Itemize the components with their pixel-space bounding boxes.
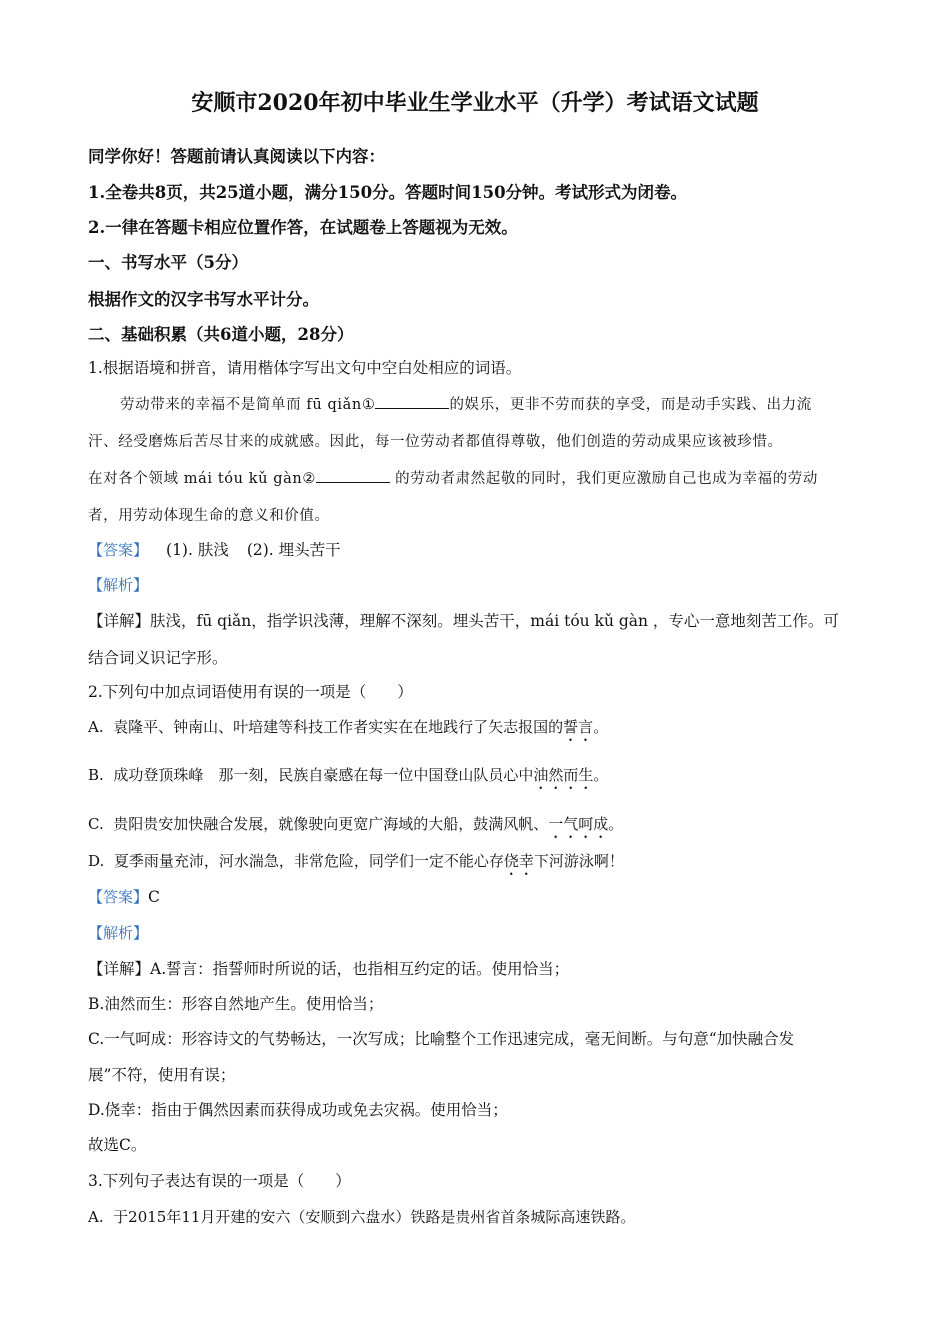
- dotted-term: 誓言: [563, 718, 594, 736]
- q1-detail-line-1: [88, 609, 839, 631]
- q1-blank-1: [375, 394, 449, 409]
- q1-passage-text: 劳动带来的幸福不是简单而 fū qiǎn①: [120, 397, 376, 413]
- notice-greeting: 同学你好！答题前请认真阅读以下内容：: [88, 147, 385, 166]
- option-letter: A.: [88, 718, 104, 736]
- q1-passage-line-2: 汗、经受磨炼后苦尽甘来的成就感。因此，每一位劳动者都值得尊敬，他们创造的劳动成果应该被珍惜。: [88, 434, 783, 450]
- option-text: 贵阳贵安加快融合发展，就像驶向更宽广海域的大船，鼓满风帆、: [113, 815, 549, 833]
- option-text: 袁隆平、钟南山、叶培建等科技工作者实实在在地践行了矢志报国的: [113, 718, 564, 736]
- q2-detail-c-line-2: 展”不符，使用有误；: [88, 1066, 236, 1084]
- notice-item-1: 1.全卷共8页，共25道小题，满分150分。答题时间150分钟。考试形式为闭卷。: [88, 183, 688, 202]
- dotted-term: 侥幸: [503, 852, 534, 870]
- q2-detail-b: B.油然而生：形容自然地产生。使用恰当；: [88, 995, 384, 1013]
- q1-analysis-tag: 【解析】: [88, 576, 149, 594]
- q2-conclusion: 故选C。: [88, 1136, 147, 1154]
- option-text: 成功登顶珠峰 那一刻，民族自豪感在每一位中国登山队员心中: [113, 766, 534, 784]
- option-letter: D.: [88, 852, 105, 870]
- q1-passage-text: 的娱乐，更非不劳而获的享受，而是动手实践、出力流: [449, 397, 812, 413]
- q1-blank-2: [316, 468, 390, 483]
- option-letter: B.: [88, 766, 104, 784]
- q1-passage-line-1: [120, 393, 812, 414]
- page-title: 安顺市2020年初中毕业生学业水平（升学）考试语文试题: [191, 90, 759, 116]
- q1-answer-2: (2). 埋头苦干: [246, 541, 341, 559]
- q2-option-d: [88, 850, 624, 879]
- q1-passage-text: 的劳动者肃然起敬的同时，我们更应激励自己也成为幸福的劳动: [389, 471, 818, 487]
- q3-option-a: [88, 1206, 635, 1227]
- option-text: 下河游泳啊！: [533, 852, 624, 870]
- q1-answer-1: (1). 肤浅: [166, 541, 229, 559]
- q2-answer: [88, 886, 160, 907]
- q1-passage-line-4: 者，用劳动体现生命的意义和价值。: [88, 508, 330, 524]
- q1-answer: [88, 538, 341, 560]
- q2-detail-c-line-1: C.一气呵成：形容诗文的气势畅达，一次写成；比喻整个工作迅速完成，毫无间断。与句意“加快融合发: [88, 1030, 795, 1048]
- q1-passage-line-3: [88, 467, 818, 488]
- q2-answer-value: C: [148, 888, 160, 906]
- detail-tag: 【详解】: [88, 612, 151, 630]
- option-text: 。: [593, 718, 609, 736]
- section-2-heading: 二、基础积累（共6道小题，28分）: [88, 325, 354, 344]
- q2-option-b: [88, 764, 608, 793]
- q2-detail-text: A.誓言：指誓师时所说的话，也指相互约定的话。使用恰当；: [150, 960, 570, 978]
- q2-option-a: [88, 716, 608, 745]
- option-text: 。: [593, 766, 609, 784]
- option-text: 夏季雨量充沛，河水湍急，非常危险，同学们一定不能心存: [113, 852, 504, 870]
- section-1-heading: 一、书写水平（5分）: [88, 253, 248, 272]
- q1-detail-line-2: 结合词义识记字形。: [88, 649, 228, 667]
- option-letter: A.: [88, 1208, 104, 1226]
- answer-tag: 【答案】: [88, 888, 149, 906]
- q2-option-c: [88, 813, 623, 842]
- detail-tag: 【详解】: [88, 960, 151, 978]
- q2-stem: 2.下列句中加点词语使用有误的一项是（ ）: [88, 683, 413, 701]
- dotted-term: 油然而生: [533, 766, 594, 784]
- notice-item-2: 2.一律在答题卡相应位置作答，在试题卷上答题视为无效。: [88, 218, 518, 237]
- q1-passage-text: 在对各个领域 mái tóu kǔ gàn②: [88, 471, 316, 487]
- q1-detail-text: 肤浅，fū qiǎn，指学识浅薄，理解不深刻。埋头苦干，mái tóu kǔ gàn ，专心一意地刻苦工作。可: [150, 612, 839, 630]
- section-1-description: 根据作文的汉字书写水平计分。: [88, 290, 319, 309]
- dotted-term: 一气呵成: [548, 815, 609, 833]
- q3-stem: 3.下列句子表达有误的一项是（ ）: [88, 1172, 351, 1190]
- q2-detail-a: [88, 957, 569, 979]
- q1-stem: 1.根据语境和拼音，请用楷体字写出文句中空白处相应的词语。: [88, 359, 522, 377]
- option-letter: C.: [88, 815, 104, 833]
- option-text: 。: [608, 815, 624, 833]
- answer-tag: 【答案】: [88, 541, 149, 559]
- option-text: 于2015年11月开建的安六（安顺到六盘水）铁路是贵州省首条城际高速铁路。: [113, 1208, 636, 1226]
- q2-analysis-tag: 【解析】: [88, 924, 149, 942]
- q2-detail-d: D.侥幸：指由于偶然因素而获得成功或免去灾祸。使用恰当；: [88, 1101, 508, 1119]
